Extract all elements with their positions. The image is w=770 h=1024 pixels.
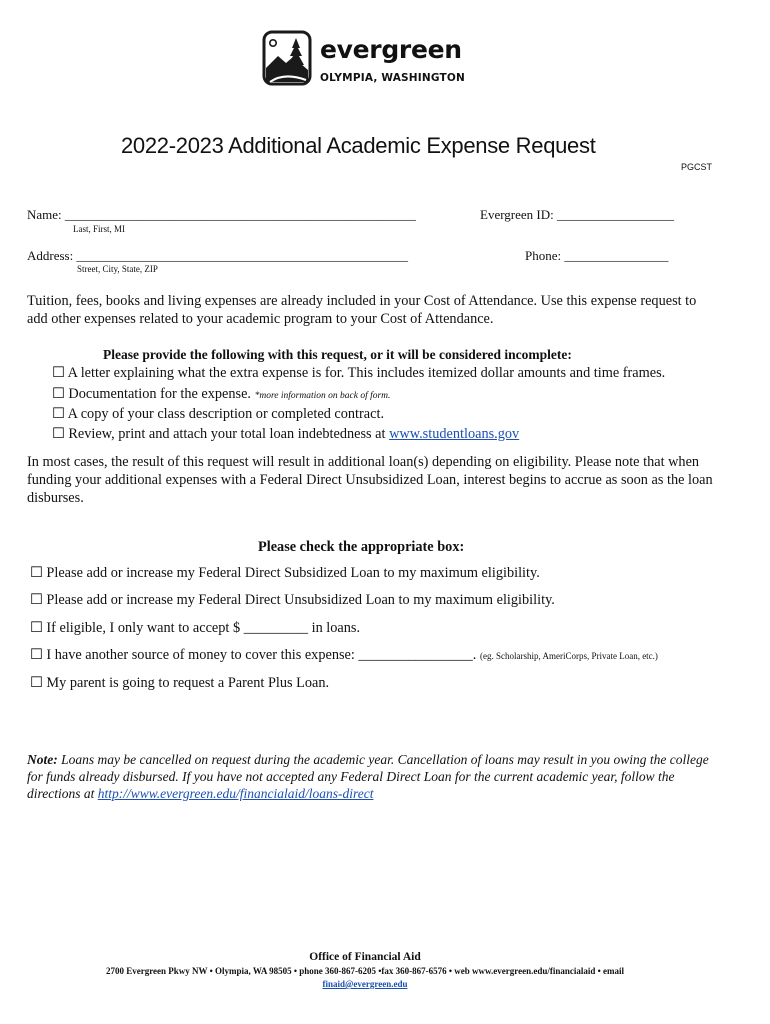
footer-office: Office of Financial Aid	[309, 951, 421, 963]
requirement-loan-label: ☐ Review, print and attach your total loan indebtedness at	[52, 426, 386, 442]
form-title: 2022-2023 Additional Academic Expense Request	[121, 133, 596, 158]
requirement-letter[interactable]: ☐ A letter explaining what the extra expense is for. This includes itemized dollar amounts and time frames.	[52, 365, 666, 381]
requirements-heading: Please provide the following with this request, or it will be considered incomplete:	[103, 347, 572, 362]
note-text: Loans may be cancelled on request during the academic year. Cancellation of loans may result in you owing the college for funds already disbursed. If you have not accepted any Federal Direct Loan for the current academic year, follow the directions at	[27, 752, 709, 801]
requirement-documentation[interactable]	[52, 386, 390, 403]
logo-location: OLYMPIA, WASHINGTON	[320, 72, 465, 84]
finaid-email-link[interactable]: finaid@evergreen.edu	[322, 979, 408, 989]
phone-field[interactable]: Phone: ________________	[525, 248, 669, 263]
option-subsidized-loan[interactable]: ☐ Please add or increase my Federal Direct Subsidized Loan to my maximum eligibility.	[30, 565, 540, 581]
note-paragraph	[27, 751, 717, 802]
evergreen-logo	[262, 30, 482, 88]
address-hint: Street, City, State, ZIP	[77, 264, 158, 274]
name-field[interactable]: Name: ______________________________________________________	[27, 207, 416, 222]
option-unsubsidized-loan[interactable]: ☐ Please add or increase my Federal Direct Unsubsidized Loan to my maximum eligibility.	[30, 592, 555, 608]
option-other-source[interactable]	[30, 647, 658, 664]
requirement-class-description[interactable]: ☐ A copy of your class description or completed contract.	[52, 406, 385, 422]
evergreen-id-field[interactable]: Evergreen ID: __________________	[480, 207, 675, 222]
requirement-documentation-label: ☐ Documentation for the expense.	[52, 386, 252, 402]
loans-direct-link[interactable]: http://www.evergreen.edu/financialaid/loans-direct	[97, 786, 374, 801]
evergreen-tree-emblem-icon	[262, 30, 312, 86]
option-accept-amount[interactable]: ☐ If eligible, I only want to accept $ _________ in loans.	[30, 620, 361, 636]
note-label: Note:	[27, 752, 58, 767]
name-hint: Last, First, MI	[73, 224, 126, 234]
option-parent-plus-loan[interactable]: ☐ My parent is going to request a Parent Plus Loan.	[30, 675, 330, 691]
requirement-loan-indebtedness[interactable]	[52, 426, 519, 443]
intro-paragraph: Tuition, fees, books and living expenses are already included in your Cost of Attendance. Use this expense request to add other expenses related to your academic program to your Cost of Attendance.	[27, 293, 697, 327]
studentloans-link[interactable]: www.studentloans.gov	[389, 426, 520, 442]
address-field[interactable]: Address: ___________________________________________________	[27, 248, 408, 263]
requirement-documentation-note: *more information on back of form.	[254, 391, 391, 401]
footer-email-row	[0, 979, 730, 989]
options-heading: Please check the appropriate box:	[258, 539, 465, 555]
option-other-source-examples: (eg. Scholarship, AmeriCorps, Private Loan, etc.)	[479, 651, 658, 661]
result-paragraph: In most cases, the result of this request will result in additional loan(s) depending on eligibility. Please note that when funding your additional expenses with a Federal Direct Unsubsidized Loan, interest begins to accrue as soon as the loan disburses.	[27, 454, 713, 506]
form-code: PGCST	[681, 162, 713, 172]
footer-contact: 2700 Evergreen Pkwy NW • Olympia, WA 98505 • phone 360-867-6205 •fax 360-867-6576 • web www.evergreen.edu/financialaid • email	[105, 966, 625, 976]
option-other-source-label: ☐ I have another source of money to cover this expense: ________________.	[30, 647, 477, 663]
logo-wordmark: evergreen	[320, 35, 462, 64]
